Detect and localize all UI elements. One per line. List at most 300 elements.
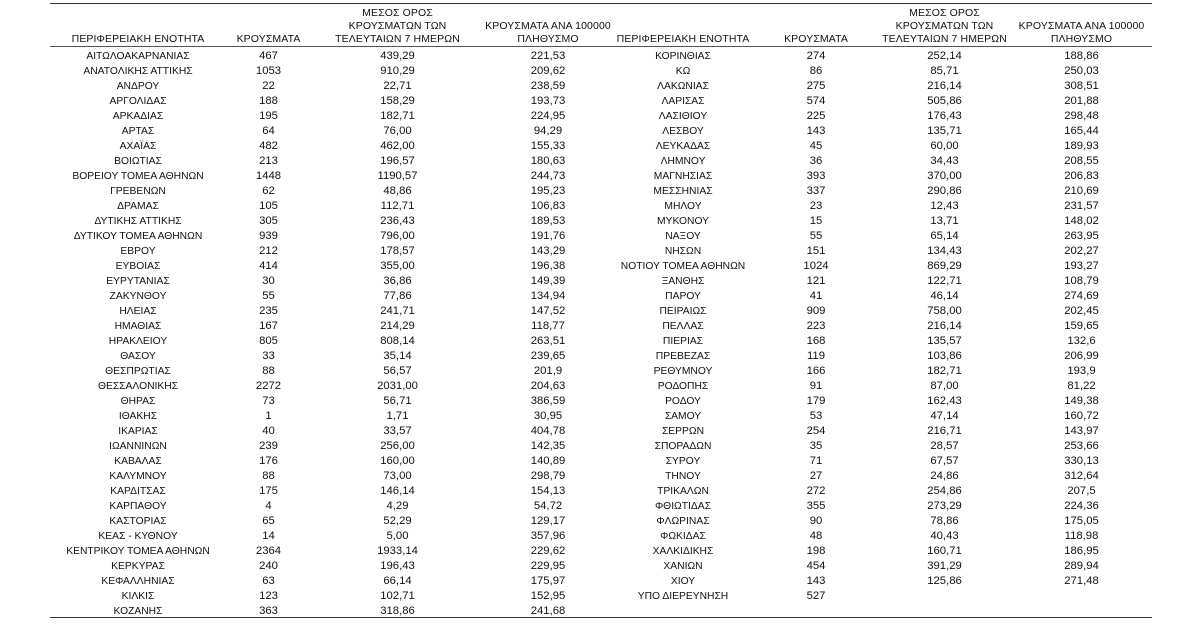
cases-cell: 55 (262, 290, 275, 302)
avg7-cell: 56,57 (383, 365, 412, 377)
cases-cell: 22 (262, 80, 275, 92)
region-cell: ΠΙΕΡΙΑΣ (662, 336, 704, 347)
table-row (612, 274, 1152, 289)
cases-cell: 225 (806, 110, 826, 122)
cases-cell: 65 (262, 515, 275, 527)
per100k-cell: 147,52 (530, 305, 566, 317)
region-cell: ΧΙΟΥ (670, 576, 696, 587)
cases-cell: 195 (259, 110, 278, 122)
per100k-cell: 229,62 (530, 545, 566, 557)
cases-cell: 939 (259, 230, 278, 242)
table-row (50, 484, 612, 499)
avg7-cell: 77,86 (383, 290, 412, 302)
per100k-cell: 210,69 (1064, 185, 1099, 197)
cases-cell: 45 (809, 140, 823, 152)
cases-cell: 55 (809, 230, 823, 242)
per100k-cell: 193,73 (530, 95, 566, 107)
per100k-cell: 206,99 (1064, 350, 1099, 362)
cases-cell: 64 (262, 125, 275, 137)
cases-cell: 41 (809, 290, 823, 302)
avg7-cell: 146,14 (380, 485, 415, 497)
avg7-cell: 160,71 (927, 545, 962, 557)
cases-cell: 239 (259, 440, 278, 452)
table-row (612, 124, 1152, 139)
region-cell: ΘΗΡΑΣ (120, 396, 156, 407)
per100k-cell: 253,66 (1064, 440, 1099, 452)
avg7-cell: 28,57 (930, 440, 959, 452)
table-row (612, 454, 1152, 469)
table-row (50, 439, 612, 454)
avg7-cell: 758,00 (927, 305, 962, 317)
avg7-cell: 158,29 (380, 95, 415, 107)
table-row (50, 424, 612, 439)
per100k-cell: 189,93 (1064, 140, 1099, 152)
region-cell: ΑΡΚΑΔΙΑΣ (112, 111, 164, 122)
avg7-cell: 176,43 (927, 110, 962, 122)
region-cell: ΗΜΑΘΙΑΣ (114, 321, 162, 332)
region-cell: ΗΛΕΙΑΣ (119, 306, 157, 317)
table-row (612, 574, 1152, 589)
region-cell: ΝΟΤΙΟΥ ΤΟΜΕΑ ΑΘΗΝΩΝ (620, 261, 746, 272)
avg7-cell: 214,29 (380, 320, 415, 332)
cases-cell: 143 (806, 575, 826, 587)
avg7-cell: 122,71 (927, 275, 962, 287)
region-cell: ΚΟΡΙΝΘΙΑΣ (655, 51, 711, 62)
per100k-cell: 229,95 (530, 560, 566, 572)
cases-cell: 121 (806, 275, 826, 287)
table-row (50, 559, 612, 574)
cases-cell: 223 (806, 320, 826, 332)
avg7-cell: 241,71 (380, 305, 415, 317)
region-cell: ΜΗΛΟΥ (664, 201, 702, 212)
per100k-cell: 209,62 (530, 65, 566, 77)
avg7-cell: 182,71 (380, 110, 415, 122)
table-row (612, 244, 1152, 259)
table-row (612, 514, 1152, 529)
per100k-cell: 244,73 (530, 170, 566, 182)
per100k-cell: 175,97 (530, 575, 566, 587)
table-row (612, 49, 1152, 64)
region-cell: ΠΑΡΟΥ (665, 291, 701, 302)
region-cell: ΝΑΞΟΥ (665, 231, 701, 242)
table-row (612, 364, 1152, 379)
region-cell: ΚΑΡΠΑΘΟΥ (109, 501, 167, 512)
per100k-cell: 202,27 (1064, 245, 1099, 257)
right-header-per100k: ΚΡΟΥΣΜΑΤΑ ΑΝΑ 100000 ΠΛΗΘΥΣΜΟ (1018, 20, 1145, 45)
region-cell: ΑΡΓΟΛΙΔΑΣ (109, 96, 167, 107)
avg7-cell: 135,71 (927, 125, 962, 137)
avg7-cell: 85,71 (930, 65, 959, 77)
per100k-cell: 108,79 (1064, 275, 1099, 287)
per100k-cell: 81,22 (1067, 380, 1096, 392)
avg7-cell: 252,14 (927, 50, 962, 62)
cases-cell: 213 (259, 155, 278, 167)
per100k-cell: 189,53 (530, 215, 566, 227)
avg7-cell: 1,71 (386, 410, 409, 422)
region-cell: ΦΩΚΙΔΑΣ (660, 531, 706, 542)
avg7-cell: 439,29 (380, 50, 415, 62)
table-row (612, 559, 1152, 574)
cases-cell: 1 (265, 410, 272, 422)
avg7-cell: 60,00 (930, 140, 959, 152)
table-row (50, 79, 612, 94)
avg7-cell: 4,29 (386, 500, 409, 512)
cases-cell: 30 (262, 275, 275, 287)
avg7-cell: 103,86 (927, 350, 962, 362)
table-row (50, 49, 612, 64)
cases-cell: 62 (262, 185, 275, 197)
region-cell: ΑΝΑΤΟΛΙΚΗΣ ΑΤΤΙΚΗΣ (83, 66, 193, 77)
avg7-cell: 87,00 (930, 380, 959, 392)
region-cell: ΜΕΣΣΗΝΙΑΣ (653, 186, 713, 197)
avg7-cell: 35,14 (383, 350, 412, 362)
cases-cell: 235 (259, 305, 278, 317)
table-row (612, 259, 1152, 274)
cases-cell: 272 (806, 485, 826, 497)
table-row (612, 499, 1152, 514)
region-cell: ΠΕΙΡΑΙΩΣ (659, 306, 707, 317)
cases-cell: 88 (262, 470, 275, 482)
table-row (50, 499, 612, 514)
table-row (612, 379, 1152, 394)
per100k-cell: 206,83 (1064, 170, 1099, 182)
region-cell: ΚΟΖΑΝΗΣ (113, 606, 163, 617)
per100k-cell: 386,59 (530, 395, 566, 407)
per100k-cell: 271,48 (1064, 575, 1099, 587)
per100k-cell: 142,35 (530, 440, 566, 452)
per100k-cell: 357,96 (530, 530, 566, 542)
region-cell: ΔΥΤΙΚΗΣ ΑΤΤΙΚΗΣ (94, 216, 182, 227)
per100k-cell: 54,72 (533, 500, 563, 512)
per100k-cell: 238,59 (530, 80, 566, 92)
table-row (50, 454, 612, 469)
region-cell: ΛΑΣΙΘΙΟΥ (658, 111, 708, 122)
cases-cell: 454 (806, 560, 826, 572)
table-row (50, 364, 612, 379)
per100k-cell: 312,64 (1064, 470, 1099, 482)
per100k-cell: 250,03 (1064, 65, 1099, 77)
avg7-cell: 196,43 (380, 560, 415, 572)
per100k-cell: 196,38 (530, 260, 566, 272)
per100k-cell: 330,13 (1064, 455, 1099, 467)
avg7-cell: 1933,14 (377, 545, 418, 557)
cases-cell: 73 (262, 395, 275, 407)
region-cell: ΕΒΡΟΥ (120, 246, 156, 257)
region-cell: ΑΙΤΩΛΟΑΚΑΡΝΑΝΙΑΣ (86, 51, 190, 62)
table-row (50, 184, 612, 199)
cases-cell: 15 (809, 215, 823, 227)
table-row (612, 109, 1152, 124)
per100k-cell: 143,97 (1064, 425, 1099, 437)
table-row (612, 394, 1152, 409)
per100k-cell: 308,51 (1064, 80, 1099, 92)
region-cell: ΣΕΡΡΩΝ (661, 426, 705, 437)
cases-cell: 167 (259, 320, 278, 332)
avg7-cell: 796,00 (380, 230, 415, 242)
per100k-cell: 188,86 (1064, 50, 1099, 62)
cases-cell: 574 (806, 95, 826, 107)
cases-cell: 91 (809, 380, 823, 392)
cases-cell: 198 (806, 545, 826, 557)
avg7-cell: 56,71 (383, 395, 412, 407)
per100k-cell: 180,63 (530, 155, 566, 167)
per100k-cell: 201,88 (1064, 95, 1099, 107)
table-row (50, 334, 612, 349)
per100k-cell: 118,98 (1064, 530, 1099, 542)
table-row (50, 529, 612, 544)
per100k-cell: 207,5 (1067, 485, 1096, 497)
left-header-cases: ΚΡΟΥΣΜΑΤΑ (236, 33, 301, 45)
cases-cell: 48 (809, 530, 823, 542)
per100k-cell: 132,6 (1067, 335, 1096, 347)
per100k-cell: 148,02 (1064, 215, 1099, 227)
region-cell: ΚΕΡΚΥΡΑΣ (111, 561, 165, 572)
cases-cell: 123 (259, 590, 278, 602)
table-row (50, 259, 612, 274)
cases-cell: 36 (809, 155, 823, 167)
avg7-cell: 196,57 (380, 155, 415, 167)
region-cell: ΙΩΑΝΝΙΝΩΝ (109, 441, 167, 452)
avg7-cell: 1190,57 (377, 170, 418, 182)
per100k-cell: 149,38 (1064, 395, 1099, 407)
region-cell: ΚΕΑΣ - ΚΥΘΝΟΥ (98, 531, 178, 542)
cases-cell: 23 (809, 200, 823, 212)
avg7-cell: 33,57 (383, 425, 412, 437)
right-table-body (612, 49, 1152, 604)
region-cell: ΞΑΝΘΗΣ (661, 276, 705, 287)
region-cell: ΙΚΑΡΙΑΣ (118, 426, 158, 437)
per100k-cell: 195,23 (530, 185, 566, 197)
avg7-cell: 254,86 (927, 485, 962, 497)
avg7-cell: 290,86 (927, 185, 962, 197)
cases-cell: 4 (265, 500, 272, 512)
cases-cell: 40 (262, 425, 275, 437)
region-cell: ΖΑΚΥΝΘΟΥ (109, 291, 167, 302)
avg7-cell: 24,86 (930, 470, 959, 482)
table-row (612, 409, 1152, 424)
table-row (50, 514, 612, 529)
per100k-cell: 201,9 (533, 365, 563, 377)
table-row (50, 394, 612, 409)
region-cell: ΘΑΣΟΥ (120, 351, 156, 362)
table-row (612, 484, 1152, 499)
table-row (50, 289, 612, 304)
avg7-cell: 12,43 (930, 200, 959, 212)
table-row (50, 64, 612, 79)
region-cell: ΚΩ (675, 66, 691, 77)
cases-cell: 119 (806, 350, 825, 362)
avg7-cell: 2031,00 (377, 380, 418, 392)
region-cell: ΘΕΣΣΑΛΟΝΙΚΗΣ (97, 381, 179, 392)
table-row (50, 109, 612, 124)
cases-cell: 212 (259, 245, 278, 257)
per100k-cell: 159,65 (1064, 320, 1099, 332)
per100k-cell: 221,53 (530, 50, 566, 62)
cases-cell: 71 (809, 455, 823, 467)
cases-cell: 274 (806, 50, 826, 62)
avg7-cell: 162,43 (927, 395, 962, 407)
cases-cell: 1448 (255, 170, 282, 182)
region-cell: ΜΥΚΟΝΟΥ (657, 216, 709, 227)
region-cell: ΑΝΔΡΟΥ (116, 81, 160, 92)
avg7-cell: 216,14 (927, 320, 962, 332)
avg7-cell (878, 589, 1011, 604)
per100k-cell: 224,95 (530, 110, 566, 122)
table-row (50, 349, 612, 364)
per100k-cell: 404,78 (530, 425, 566, 437)
table-row (612, 319, 1152, 334)
avg7-cell: 48,86 (383, 185, 412, 197)
table-row (50, 469, 612, 484)
region-cell: ΡΟΔΟΥ (665, 396, 701, 407)
cases-cell: 909 (806, 305, 826, 317)
table-row (50, 274, 612, 289)
cases-cell: 2272 (255, 380, 282, 392)
per100k-cell: 186,95 (1064, 545, 1099, 557)
table-row (50, 229, 612, 244)
per100k-cell: 298,48 (1064, 110, 1099, 122)
region-cell: ΣΥΡΟΥ (665, 456, 701, 467)
avg7-cell: 273,29 (927, 500, 962, 512)
cases-cell: 63 (262, 575, 275, 587)
region-cell: ΡΟΔΟΠΗΣ (657, 381, 709, 392)
table-row (50, 139, 612, 154)
cases-cell: 53 (809, 410, 823, 422)
per100k-cell: 165,44 (1064, 125, 1099, 137)
table-row (612, 424, 1152, 439)
region-cell: ΑΧΑΪΑΣ (119, 141, 157, 152)
table-row (612, 64, 1152, 79)
per100k-cell: 143,29 (530, 245, 566, 257)
cases-cell: 482 (259, 140, 278, 152)
avg7-cell: 34,43 (930, 155, 959, 167)
region-cell: ΒΟΡΕΙΟΥ ΤΟΜΕΑ ΑΘΗΝΩΝ (72, 171, 204, 182)
avg7-cell: 13,71 (930, 215, 959, 227)
per100k-cell: 191,76 (530, 230, 566, 242)
per100k-cell: 241,68 (530, 605, 566, 617)
per100k-cell: 152,95 (530, 590, 566, 602)
per100k-cell: 140,89 (530, 455, 566, 467)
table-row (50, 169, 612, 184)
table-row (612, 349, 1152, 364)
right-header-cases: ΚΡΟΥΣΜΑΤΑ (784, 33, 848, 45)
avg7-cell: 370,00 (927, 170, 962, 182)
avg7-cell: 66,14 (383, 575, 412, 587)
table-row (612, 439, 1152, 454)
top-rule (50, 3, 1152, 4)
table-row (612, 469, 1152, 484)
per100k-cell: 224,36 (1064, 500, 1099, 512)
header-rule (50, 46, 1152, 47)
region-cell: ΒΟΙΩΤΙΑΣ (114, 156, 162, 167)
avg7-cell: 76,00 (383, 125, 412, 137)
per100k-cell: 134,94 (530, 290, 566, 302)
per100k-cell: 193,27 (1064, 260, 1099, 272)
cases-cell: 175 (259, 485, 278, 497)
region-cell: ΤΗΝΟΥ (665, 471, 701, 482)
avg7-cell: 462,00 (380, 140, 415, 152)
region-cell: ΕΥΒΟΙΑΣ (115, 261, 161, 272)
per100k-cell: 155,33 (530, 140, 566, 152)
region-cell: ΦΘΙΩΤΙΔΑΣ (654, 501, 712, 512)
per100k-cell: 160,72 (1064, 410, 1099, 422)
cases-cell: 1053 (255, 65, 282, 77)
cases-cell: 151 (806, 245, 826, 257)
avg7-cell: 182,71 (927, 365, 962, 377)
per100k-cell: 193,9 (1067, 365, 1096, 377)
cases-cell: 393 (806, 170, 826, 182)
region-cell: ΣΠΟΡΑΔΩΝ (654, 441, 712, 452)
table-row (50, 214, 612, 229)
avg7-cell: 102,71 (380, 590, 415, 602)
avg7-cell: 391,29 (927, 560, 962, 572)
per100k-cell: 298,79 (530, 470, 566, 482)
region-cell: ΚΕΦΑΛΛΗΝΙΑΣ (101, 576, 175, 587)
cases-cell: 179 (806, 395, 826, 407)
table-row (612, 304, 1152, 319)
cases-cell: 254 (806, 425, 826, 437)
cases-cell: 86 (809, 65, 823, 77)
table-row (612, 199, 1152, 214)
table-row (612, 229, 1152, 244)
per100k-cell: 274,69 (1064, 290, 1099, 302)
per100k-cell: 106,83 (530, 200, 566, 212)
region-cell: ΓΡΕΒΕΝΩΝ (110, 186, 166, 197)
per100k-cell: 202,45 (1064, 305, 1099, 317)
table-row (50, 409, 612, 424)
table-row (612, 214, 1152, 229)
per100k-cell: 204,63 (530, 380, 566, 392)
avg7-cell: 135,57 (927, 335, 962, 347)
avg7-cell: 40,43 (930, 530, 959, 542)
right-header-region: ΠΕΡΙΦΕΡΕΙΑΚΗ ΕΝΟΤΗΤΑ (616, 33, 750, 45)
per100k-cell: 289,94 (1064, 560, 1099, 572)
avg7-cell: 78,86 (930, 515, 959, 527)
cases-cell: 355 (806, 500, 826, 512)
cases-cell: 27 (809, 470, 823, 482)
table-row (50, 574, 612, 589)
per100k-cell: 118,77 (531, 320, 565, 332)
avg7-cell: 67,57 (930, 455, 959, 467)
avg7-cell: 808,14 (380, 335, 415, 347)
table-row (612, 529, 1152, 544)
table-row (612, 589, 1152, 604)
cases-cell: 305 (259, 215, 278, 227)
table-row (50, 94, 612, 109)
region-cell: ΚΕΝΤΡΙΚΟΥ ΤΟΜΕΑ ΑΘΗΝΩΝ (66, 546, 210, 557)
region-cell: ΚΑΡΔΙΤΣΑΣ (110, 486, 166, 497)
avg7-cell: 216,71 (927, 425, 962, 437)
table-row (50, 199, 612, 214)
cases-cell: 337 (806, 185, 826, 197)
cases-cell: 363 (259, 605, 278, 617)
table-row (50, 319, 612, 334)
left-header-region: ΠΕΡΙΦΕΡΕΙΑΚΗ ΕΝΟΤΗΤΑ (71, 33, 205, 45)
region-cell: ΛΑΚΩΝΙΑΣ (657, 81, 709, 92)
cases-cell: 88 (262, 365, 275, 377)
region-cell: ΣΑΜΟΥ (664, 411, 702, 422)
region-cell: ΙΘΑΚΗΣ (118, 411, 158, 422)
table-row (612, 169, 1152, 184)
avg7-cell: 216,14 (927, 80, 962, 92)
avg7-cell: 869,29 (927, 260, 962, 272)
region-cell: ΔΡΑΜΑΣ (117, 201, 159, 212)
avg7-cell: 46,14 (930, 290, 959, 302)
cases-cell: 176 (259, 455, 278, 467)
right-header-avg7: ΜΕΣΟΣ ΟΡΟΣ ΚΡΟΥΣΜΑΤΩΝ ΤΩΝ ΤΕΛΕΥΤΑΙΩΝ 7 ΗΜΕΡΩΝ (882, 7, 1007, 45)
left-table-body (50, 49, 612, 619)
per100k-cell: 94,29 (533, 125, 563, 137)
